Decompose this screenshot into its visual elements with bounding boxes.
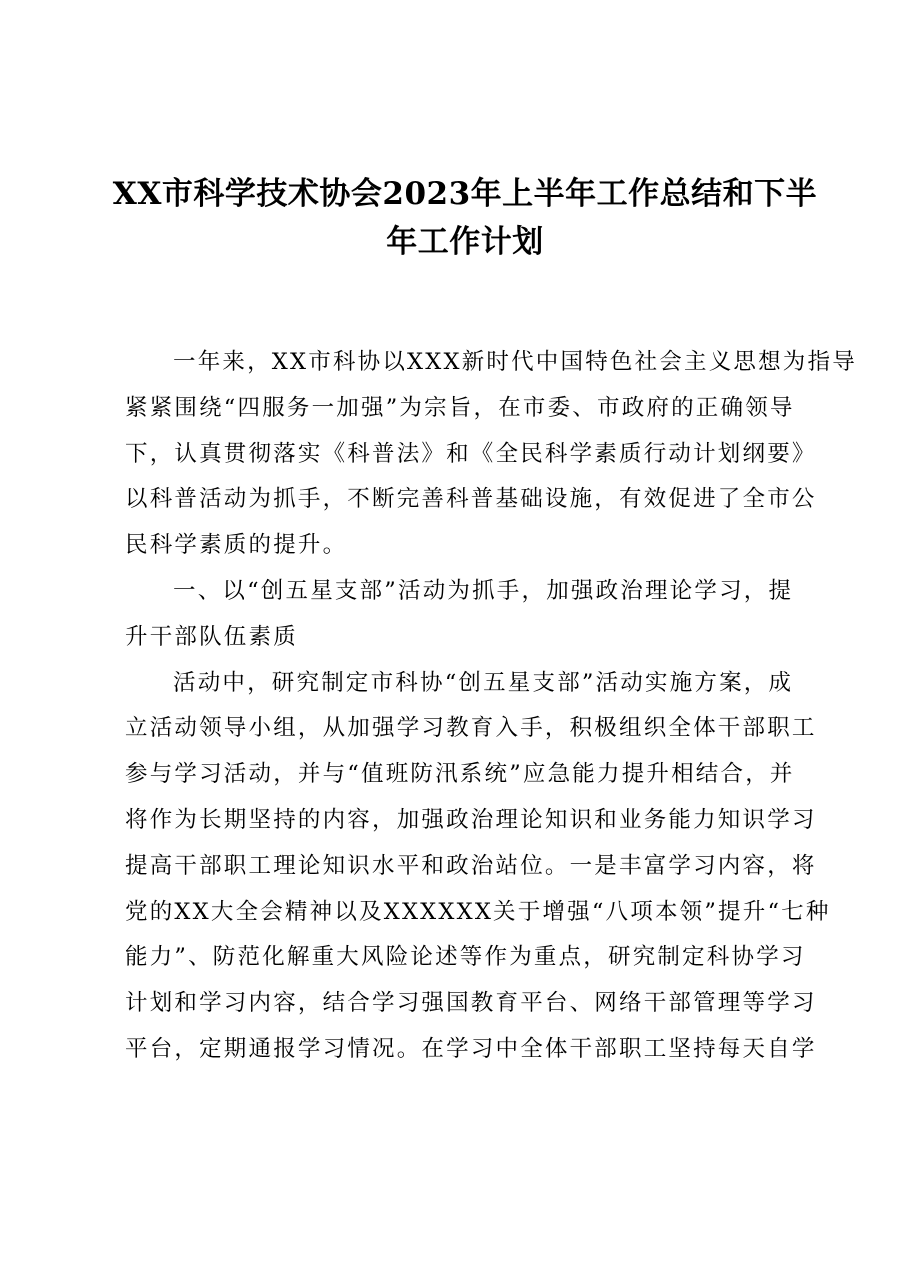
section-1-heading <box>125 569 825 661</box>
paragraph-line: 将作为长期坚持的内容，加强政治理论知识和业务能力知识学习 <box>125 806 817 833</box>
title-line-1: XX市科学技术协会2023年上半年工作总结和下半 <box>112 176 818 212</box>
paragraph-section-1-body <box>125 661 831 1073</box>
paragraph-line: 提高干部职工理论知识水平和政治站位。一是丰富学习内容，将 <box>125 852 817 879</box>
title-line-2: 年工作计划 <box>386 224 544 260</box>
paragraph-line: 立活动领导小组，从加强学习教育入手，积极组织全体干部职工 <box>125 715 817 742</box>
paragraph-line: 能力”、防范化解重大风险论述等作为重点，研究制定科协学习 <box>125 944 806 971</box>
paragraph-line: 平台，定期通报学习情况。在学习中全体干部职工坚持每天自学 <box>125 1035 817 1062</box>
paragraph-line: 以科普活动为抓手，不断完善科普基础设施，有效促进了全市公 <box>125 486 817 513</box>
document-body <box>125 340 857 1073</box>
document-title <box>100 170 830 266</box>
paragraph-line: 计划和学习内容，结合学习强国教育平台、网络干部管理等学习 <box>125 990 817 1017</box>
paragraph-line: 活动中，研究制定市科协“创五星支部”活动实施方案，成 <box>173 669 794 696</box>
paragraph-line: 民科学素质的提升。 <box>125 532 348 559</box>
paragraph-line: 下，认真贯彻落实《科普法》和《全民科学素质行动计划纲要》 <box>125 440 817 467</box>
heading-line: 升干部队伍素质 <box>125 623 298 650</box>
paragraph-line: 紧紧围绕“四服务一加强”为宗旨，在市委、市政府的正确领导 <box>125 394 795 421</box>
paragraph-intro <box>125 340 857 569</box>
paragraph-line: 党的XX大全会精神以及XXXXXX关于增强“八项本领”提升“七种 <box>125 898 831 925</box>
paragraph-line: 参与学习活动，并与“值班防汛系统”应急能力提升相结合，并 <box>125 761 795 788</box>
paragraph-line: 一年来，XX市科协以XXX新时代中国特色社会主义思想为指导 <box>173 349 857 375</box>
heading-line: 一、以“创五星支部”活动为抓手，加强政治理论学习，提 <box>173 577 794 604</box>
